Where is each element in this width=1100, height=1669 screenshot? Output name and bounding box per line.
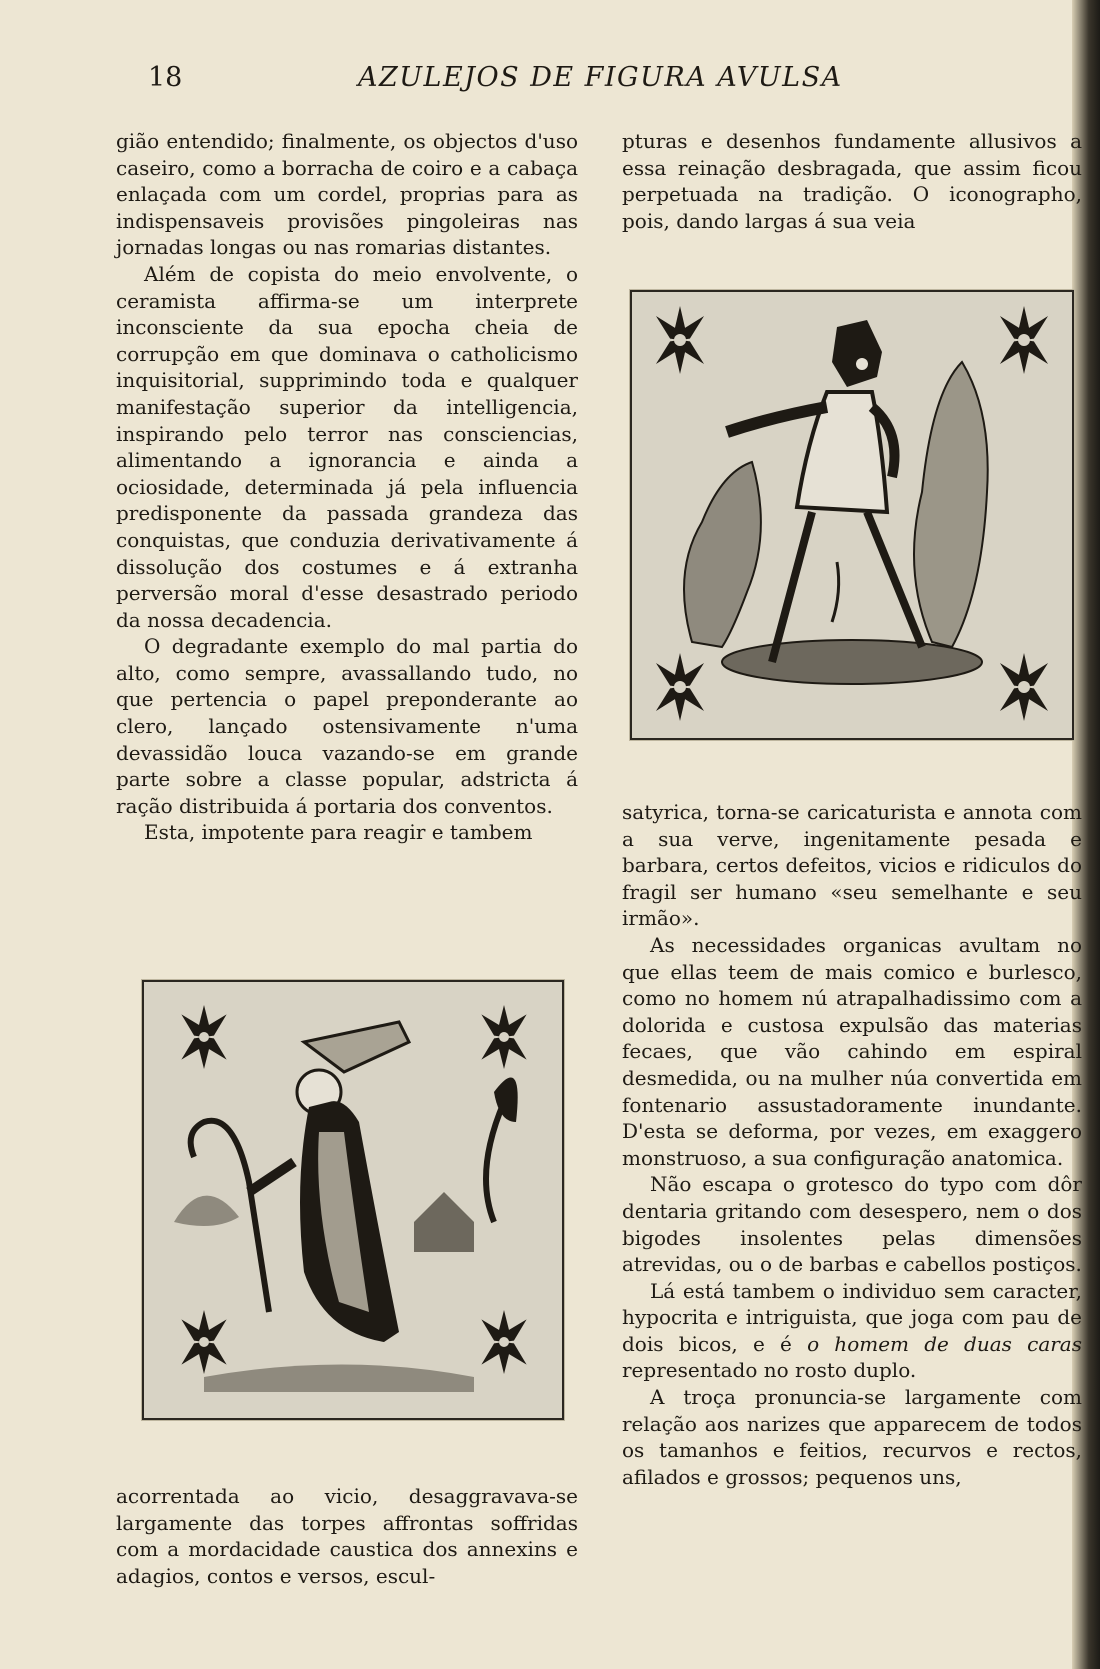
paragraph: satyrica, torna-se caricaturista e annota com a sua verve, ingenitamente pesada e barbara, certos defeitos, vicios e ridiculos do fragil ser humano «seu semelhante e seu irmão». (622, 800, 1082, 931)
left-column-bottom (116, 1483, 578, 1589)
paragraph: Não escapa o grotesco do typo com dôr dentaria gritando com desespero, nem o dos bigodes insolentes pelas dimensões atrevidas, ou o de barbas e cabellos postiços. (622, 1172, 1082, 1277)
paragraph: Esta, impotente para reagir e tambem (144, 820, 533, 845)
paragraph: As necessidades organicas avultam no que ellas teem de mais comico e burlesco, como no homem nú atrapalhadissimo com a dolorida e custosa expulsão das materias fecaes, que vão cahindo em espiral desmedida, ou na mulher núa convertida em fontenario assustadoramente inundante. D'esta se deforma, por vezes, em exaggero monstruoso, a sua configuração anatomica. (622, 932, 1082, 1170)
tile-illustration-left (142, 980, 564, 1420)
paragraph (622, 1278, 1082, 1384)
right-column-top (622, 128, 1082, 234)
text-run: Lá está tambem o individuo sem caracter, hypocrita e intriguista, que joga com pau de dois bicos, e é (622, 1278, 1082, 1356)
paragraph: A troça pronuncia-se largamente com relação aos narizes que apparecem de todos os tamanhos e feitios, recurvos e rectos, afilados e grossos; pequenos uns, (622, 1385, 1082, 1489)
paragraph: gião entendido; finalmente, os objectos d'uso caseiro, como a borracha de coiro e a cabaça enlaçada com um cordel, proprias para as indispensaveis provisões pingoleiras nas jornadas longas ou nas romarias distantes. (116, 129, 578, 260)
page-header (0, 62, 1070, 102)
left-column-top (116, 128, 578, 846)
text-run: representado no rosto duplo. (622, 1358, 917, 1383)
page-number: 18 (148, 62, 183, 93)
paragraph: Além de copista do meio envolvente, o ceramista affirma-se um interprete inconsciente da sua epocha cheia de corrupção em que dominava o catholicismo inquisitorial, supprimindo toda e qualquer manifestação superior da intelligencia, inspirando pelo terror nas consciencias, alimentando a ignorancia e ainda a ociosidade, determinada já pela influencia predisponente da passada grandeza das conquistas, que conduzia derivativamente á dissolução dos costumes e á extranha perversão moral d'esse desastrado periodo da nossa decadencia. (116, 261, 578, 632)
right-column-bottom (622, 799, 1082, 1490)
paragraph: pturas e desenhos fundamente allusivos a essa reinação desbragada, que assim ficou perpetuada na tradição. O iconographo, pois, dando largas á sua veia (622, 129, 1082, 233)
italic-phrase: o homem de duas caras (807, 1331, 1082, 1356)
running-title: AZULEJOS DE FIGURA AVULSA (358, 62, 843, 93)
paragraph: acorrentada ao vicio, desaggravava-se largamente das torpes affrontas soffridas com a mordacidade caustica dos annexins e adagios, contos e versos, escul- (116, 1484, 578, 1588)
tile-illustration-right (630, 290, 1074, 740)
tile-masked-figure-illustration (632, 292, 1072, 738)
paragraph: O degradante exemplo do mal partia do alto, como sempre, avassallando tudo, no que pertencia o papel preponderante ao clero, lançado ostensivamente n'uma devassidão louca vazando-se em grande parte sobre a classe popular, adstricta á ração distribuida á portaria dos conventos. (116, 634, 578, 818)
tile-pilgrim-illustration (144, 982, 562, 1418)
